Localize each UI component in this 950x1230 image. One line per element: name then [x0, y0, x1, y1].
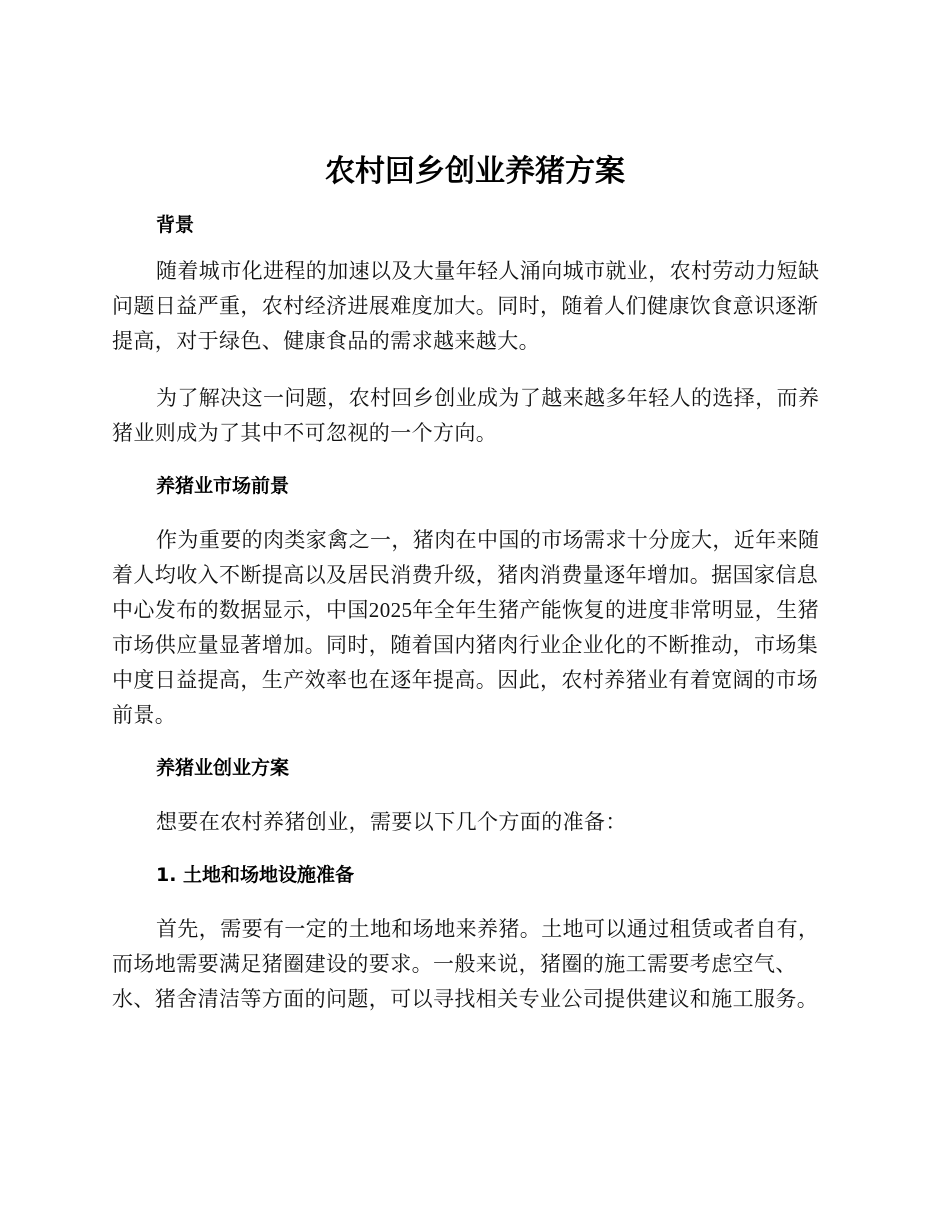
paragraph-background-1: 随着城市化进程的加速以及大量年轻人涌向城市就业，农村劳动力短缺问题日益严重，农村经济进展难度加大。同时，随着人们健康饮食意识逐渐提高，对于绿色、健康食品的需求越来越大。 — [112, 259, 820, 353]
paragraph-business-plan-intro: 想要在农村养猪创业，需要以下几个方面的准备： — [156, 810, 627, 834]
section-heading-background: 背景 — [156, 214, 195, 236]
paragraph-land-facilities: 首先，需要有一定的土地和场地来养猪。土地可以通过租赁或者自有，而场地需要满足猪圈建设的要求。一般来说，猪圈的施工需要考虑空气、水、猪舍清洁等方面的问题，可以寻找相关专业公司提供建议和施工服务。 — [112, 917, 820, 1011]
section-heading-business-plan: 养猪业创业方案 — [156, 757, 290, 779]
document-title: 农村回乡创业养猪方案 — [325, 154, 625, 189]
subsection-heading-land-facilities: 1. 土地和场地设施准备 — [156, 864, 355, 886]
paragraph-background-2: 为了解决这一问题，农村回乡创业成为了越来越多年轻人的选择，而养猪业则成为了其中不可忽视的一个方向。 — [112, 386, 820, 445]
paragraph-market-outlook: 作为重要的肉类家禽之一，猪肉在中国的市场需求十分庞大，近年来随着人均收入不断提高以及居民消费升级，猪肉消费量逐年增加。据国家信息中心发布的数据显示，中国2025年全年生猪产能恢复的进度非常明显，生猪市场供应量显著增加。同时，随着国内猪肉行业企业化的不断推动，市场集中度日益提高，生产效率也在逐年提高。因此，农村养猪业有着宽阔的市场前景。 — [112, 528, 820, 727]
document-body — [112, 150, 838, 1039]
section-heading-market-outlook: 养猪业市场前景 — [156, 475, 290, 497]
